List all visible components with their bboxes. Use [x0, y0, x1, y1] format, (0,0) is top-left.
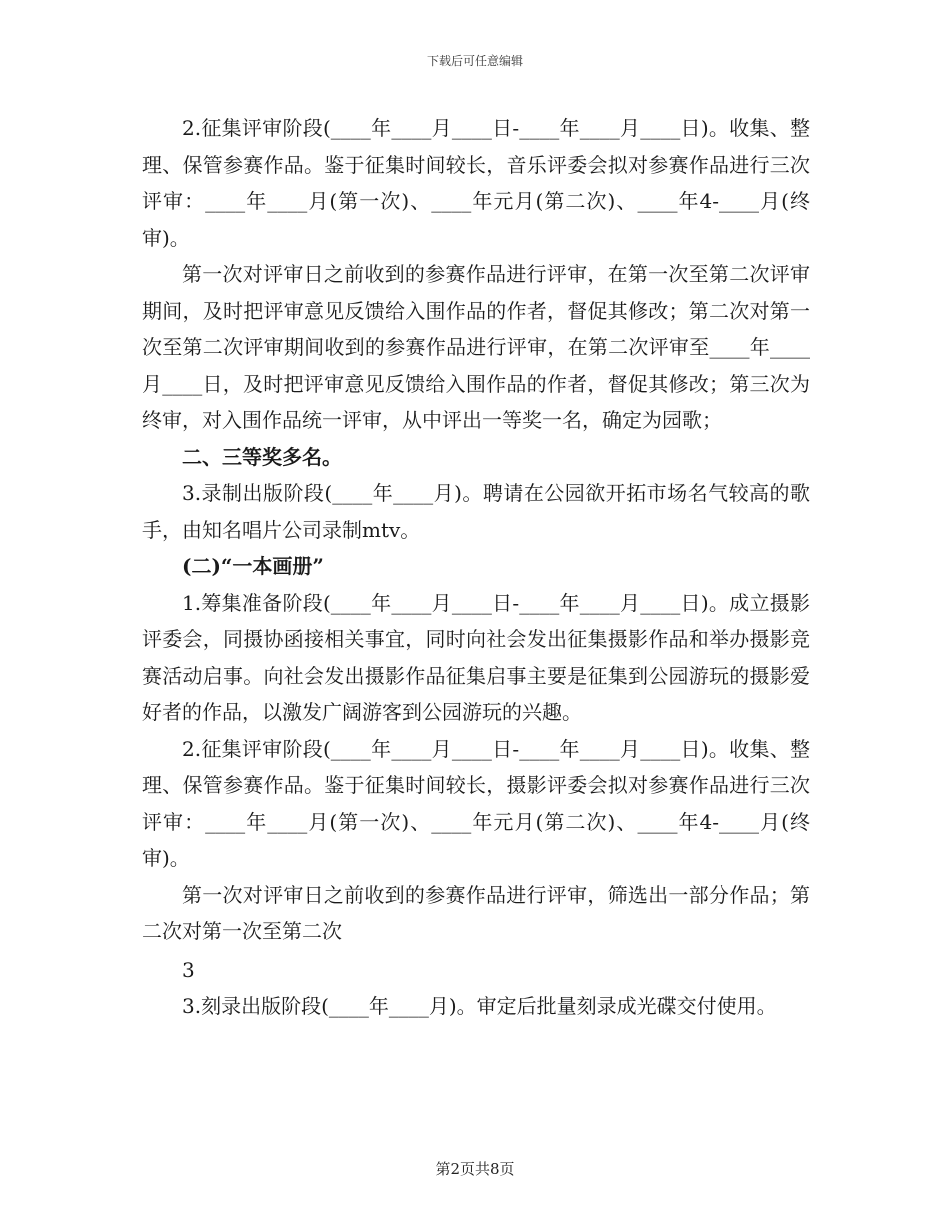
section-heading: (二)“一本画册”: [182, 554, 324, 578]
paragraph-final: 3.刻录出版阶段(____年____月)。审定后批量刻录成光碟交付使用。: [182, 994, 777, 1018]
inline-page-number: 3: [182, 957, 195, 982]
paragraph-7: 2.征集评审阶段(____年____月____日-____年____月____日)。收集、整理、保管参赛作品。鉴于征集时间较长，摄影评委会拟对参赛作品进行三次评审：____年____月(第一次)、____年元月(第二次)、____年4-____月(终审)。: [142, 736, 810, 870]
page-footer: 第2页共8页: [435, 1160, 515, 1178]
paragraph-4: 3.录制出版阶段(____年____月)。聘请在公园欲开拓市场名气较高的歌手，由知名唱片公司录制mtv。: [142, 481, 810, 542]
paragraph-3-heading: 二、三等奖多名。: [182, 444, 342, 469]
paragraph-2: 第一次对评审日之前收到的参赛作品进行评审，在第一次至第二次评审期间，及时把评审意见反馈给入围作品的作者，督促其修改；第二次对第一次至第二次评审期间收到的参赛作品进行评审，在第二次评审至____年____月____日，及时把评审意见反馈给入围作品的作者，督促其修改；第三次为终审，对入围作品统一评审，从中评出一等奖一名，确定为园歌；: [142, 262, 810, 432]
paragraph-8: 第一次对评审日之前收到的参赛作品进行评审，筛选出一部分作品；第二次对第一次至第二次: [142, 882, 810, 943]
page-header: 下载后可任意编辑: [426, 54, 523, 68]
document-body: [142, 110, 810, 1025]
paragraph-6: 1.筹集准备阶段(____年____月____日-____年____月____日)。成立摄影评委会，同摄协函接相关事宜，同时向社会发出征集摄影作品和举办摄影竞赛活动启事。向社会发出摄影作品征集启事主要是征集到公园游玩的摄影爱好者的作品，以激发广阔游客到公园游玩的兴趣。: [142, 590, 810, 724]
paragraph-1: 2.征集评审阶段(____年____月____日-____年____月____日)。收集、整理、保管参赛作品。鉴于征集时间较长，音乐评委会拟对参赛作品进行三次评审：____年____月(第一次)、____年元月(第二次)、____年4-____月(终审)。: [142, 116, 810, 250]
